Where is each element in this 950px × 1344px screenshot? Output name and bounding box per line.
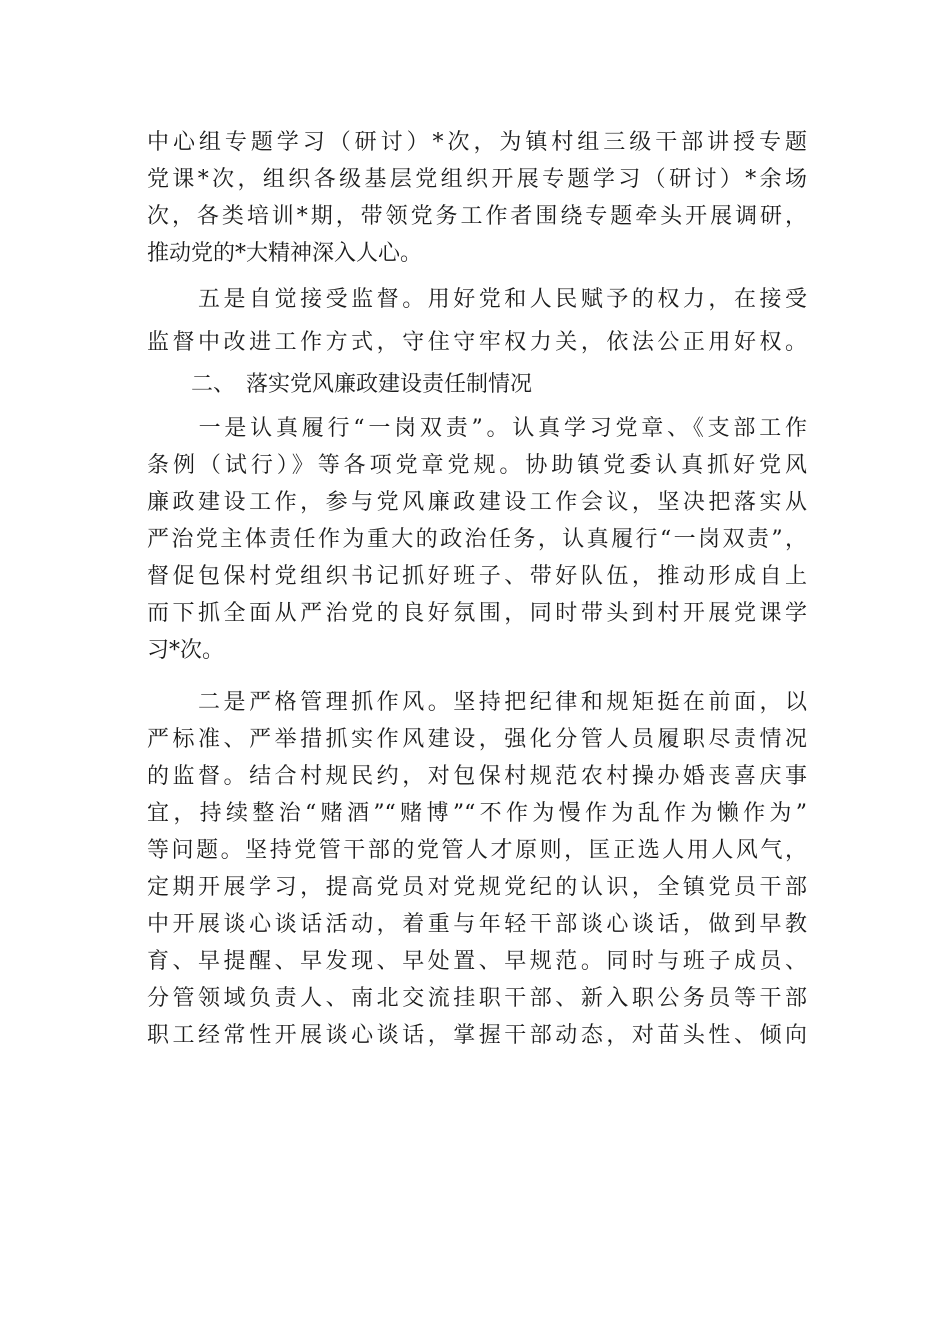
text-line: 监督中改进工作方式，守住守牢权力关，依法公正用好权。 <box>147 330 807 355</box>
text-line: 中心组专题学习（研讨）*次，为镇村组三级干部讲授专题 <box>147 130 807 155</box>
text-line: 督促包保村党组织书记抓好班子、带好队伍，推动形成自上 <box>147 564 807 589</box>
paragraph-1 <box>147 124 807 272</box>
text-line: 条例（试行）》等各项党章党规。协助镇党委认真抓好党风 <box>147 453 807 478</box>
text-line: 而下抓全面从严治党的良好氛围，同时带头到村开展党课学 <box>147 601 807 626</box>
paragraph-4 <box>147 684 807 1054</box>
text-line: 定期开展学习，提高党员对党规党纪的认识，全镇党员干部 <box>147 875 807 900</box>
text-line: 严标准、严举措抓实作风建设，强化分管人员履职尽责情况 <box>147 727 807 752</box>
text-line: 次，各类培训*期，带领党务工作者围绕专题牵头开展调研， <box>147 204 807 229</box>
text-line: 一是认真履行“一岗双责”。认真学习党章、《支部工作 <box>147 416 807 441</box>
paragraph-2 <box>147 281 807 361</box>
text-line: 习*次。 <box>147 638 225 663</box>
text-line: 推动党的*大精神深入人心。 <box>147 241 423 266</box>
text-line: 分管领域负责人、南北交流挂职干部、新入职公务员等干部 <box>147 986 807 1011</box>
text-line: 党课*次，组织各级基层党组织开展专题学习（研讨）*余场 <box>147 167 807 192</box>
text-line: 二是严格管理抓作风。坚持把纪律和规矩挺在前面，以 <box>147 690 807 715</box>
heading-text: 二、 落实党风廉政建设责任制情况 <box>147 372 533 397</box>
text-line: 廉政建设工作，参与党风廉政建设工作会议，坚决把落实从 <box>147 490 807 515</box>
text-line: 五是自觉接受监督。用好党和人民赋予的权力，在接受 <box>147 287 807 312</box>
section-heading <box>147 366 807 403</box>
text-line: 育、早提醒、早发现、早处置、早规范。同时与班子成员、 <box>147 949 807 974</box>
text-line: 职工经常性开展谈心谈话，掌握干部动态，对苗头性、倾向 <box>147 1023 807 1048</box>
text-line: 严治党主体责任作为重大的政治任务，认真履行“一岗双责”， <box>147 527 807 552</box>
text-line: 等问题。坚持党管干部的党管人才原则，匡正选人用人风气， <box>147 838 807 863</box>
text-line: 中开展谈心谈话活动，着重与年轻干部谈心谈话，做到早教 <box>147 912 807 937</box>
paragraph-3 <box>147 410 807 669</box>
text-line: 的监督。结合村规民约，对包保村规范农村操办婚丧喜庆事 <box>147 764 807 789</box>
text-line: 宜，持续整治“赌酒”“赌博”“不作为慢作为乱作为懒作为” <box>147 801 807 826</box>
